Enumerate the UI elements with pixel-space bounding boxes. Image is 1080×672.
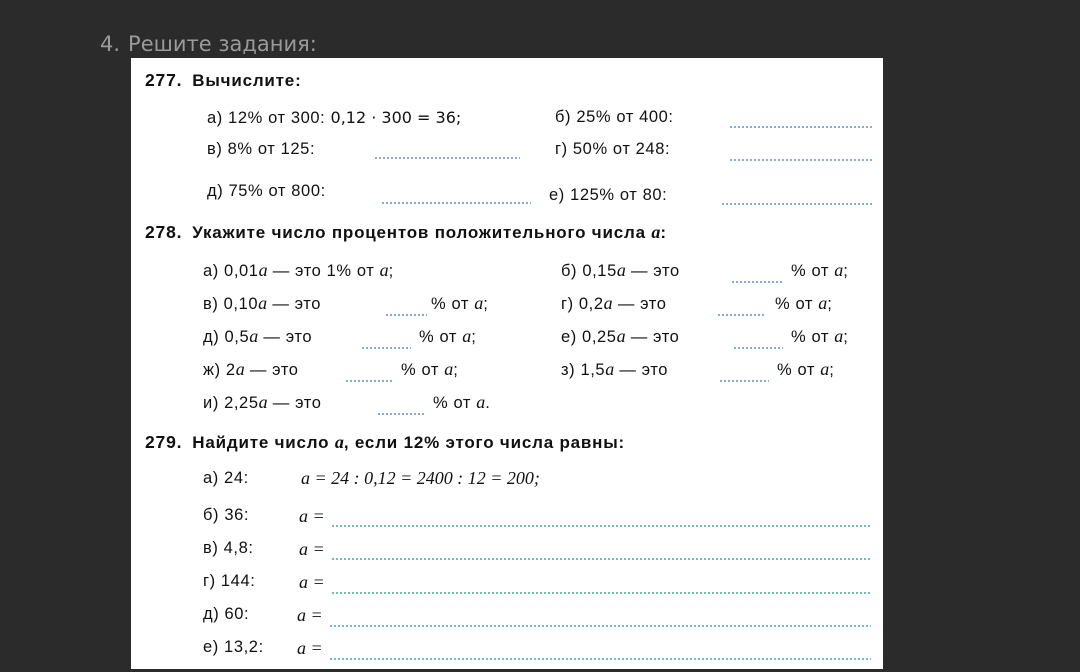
problem-278-number: 278. — [145, 222, 183, 242]
p277-item-b: б) 25% от 400: — [555, 108, 674, 126]
p279-item-g-blank — [331, 592, 871, 594]
p278-item-i-blank — [377, 413, 425, 415]
punctuation: . — [485, 394, 491, 412]
p278-item-d-text: — это — [258, 328, 313, 346]
percent-of: % от — [431, 295, 470, 313]
task-title: Решите задания: — [128, 32, 317, 56]
problem-278-title: Укажите число процентов положительного числа — [192, 223, 646, 242]
variable-a: a — [834, 326, 844, 346]
percent-of: % от — [777, 361, 816, 379]
task-header — [100, 32, 317, 56]
variable-a: a — [834, 260, 844, 280]
p277-item-e: е) 125% от 80: — [549, 186, 668, 204]
p278-item-g-label: г) 0,2 — [561, 295, 604, 313]
variable-a: a — [603, 293, 613, 313]
p278-item-v-suffix — [431, 293, 488, 314]
p278-item-e-text: — это — [625, 328, 680, 346]
variable-a: a — [820, 359, 830, 379]
p277-item-g-blank — [729, 159, 873, 161]
p279-item-v-blank — [331, 558, 871, 560]
p278-item-b — [561, 260, 680, 281]
punctuation: ; — [843, 328, 849, 346]
p278-item-i-text: — это — [267, 394, 322, 412]
p279-item-e-label: е) 13,2: — [203, 638, 264, 656]
percent-of: % от — [791, 262, 830, 280]
p278-item-z-text: — это — [614, 361, 669, 379]
p278-item-g — [561, 293, 667, 314]
problem-279-title-start: Найдите число — [192, 433, 330, 452]
task-number: 4. — [100, 32, 121, 56]
p278-item-b-suffix — [791, 260, 848, 281]
p278-item-zh-label: ж) 2 — [203, 361, 236, 379]
problem-277-number: 277. — [145, 70, 183, 90]
p278-item-zh-suffix — [401, 359, 458, 380]
p278-item-d — [203, 326, 312, 347]
p278-item-v — [203, 293, 321, 314]
p279-item-e-eq: a = — [297, 638, 323, 658]
p279-item-v-label: в) 4,8: — [203, 539, 254, 557]
p277-item-v: в) 8% от 125: — [207, 140, 316, 158]
punctuation: ; — [843, 262, 849, 280]
problem-279-number: 279. — [145, 432, 183, 452]
percent-of: % от — [401, 361, 440, 379]
p279-item-a-label: а) 24: — [203, 469, 249, 487]
p279-item-g-eq: a = — [299, 572, 325, 592]
p279-item-a-answer: a = 24 : 0,12 = 2400 : 12 = 200; — [301, 468, 540, 488]
problem-278-heading — [145, 222, 667, 243]
p278-item-g-text: — это — [612, 295, 667, 313]
p278-item-e-suffix — [791, 326, 848, 347]
problem-277-title: Вычислите: — [192, 71, 302, 90]
p279-item-v-eq: a = — [299, 539, 325, 559]
p278-item-z — [561, 359, 668, 380]
p279-item-b-eq: a = — [299, 506, 325, 526]
variable-a: a — [258, 392, 268, 412]
p279-item-g-label: г) 144: — [203, 572, 256, 590]
punctuation: ; — [829, 361, 835, 379]
variable-a: a — [258, 293, 268, 313]
p279-item-d-label: д) 60: — [203, 605, 250, 623]
percent-of: % от — [775, 295, 814, 313]
variable-a: a — [474, 293, 484, 313]
variable-a: a — [616, 260, 626, 280]
p278-item-d-blank — [361, 347, 411, 349]
variable-a: a — [605, 359, 615, 379]
p278-item-z-suffix — [777, 359, 834, 380]
p278-item-zh-blank — [345, 380, 393, 382]
percent-of: % от — [433, 394, 472, 412]
p278-item-b-blank — [731, 281, 783, 283]
variable-a: a — [444, 359, 454, 379]
punctuation: ; — [453, 361, 459, 379]
p277-item-a — [207, 108, 461, 128]
p278-item-i-suffix — [433, 392, 490, 413]
p277-item-b-blank — [729, 126, 873, 128]
variable-a: a — [462, 326, 472, 346]
variable-a: a — [249, 326, 259, 346]
percent-of: % от — [419, 328, 458, 346]
p277-item-e-blank — [721, 203, 873, 205]
p278-item-v-text: — это — [267, 295, 322, 313]
p277-item-a-label: а) 12% от 300: — [207, 109, 326, 127]
worksheet-image — [131, 58, 883, 669]
percent-of: % от — [791, 328, 830, 346]
p278-item-e-label: е) 0,25 — [561, 328, 617, 346]
punctuation: ; — [388, 262, 394, 280]
problem-279-heading — [145, 432, 625, 453]
variable-a: a — [818, 293, 828, 313]
p279-item-b-label: б) 36: — [203, 506, 250, 524]
p278-item-a-label: а) 0,01 — [203, 262, 259, 280]
p277-item-v-blank — [374, 157, 520, 159]
punctuation: ; — [471, 328, 477, 346]
p278-item-b-label: б) 0,15 — [561, 262, 617, 280]
p279-item-d-eq: a = — [297, 605, 323, 625]
p278-item-g-suffix — [775, 293, 832, 314]
punctuation: ; — [483, 295, 489, 313]
p277-item-d-blank — [381, 202, 531, 204]
problem-277-heading — [145, 70, 302, 91]
p278-item-a-text: — это 1% от — [267, 262, 380, 280]
p277-item-d: д) 75% от 800: — [207, 182, 326, 200]
p278-item-g-blank — [717, 314, 765, 316]
p279-item-e-blank — [329, 658, 871, 660]
p278-item-d-suffix — [419, 326, 476, 347]
problem-278-colon: : — [660, 223, 667, 242]
p278-item-zh — [203, 359, 299, 380]
variable-a: a — [235, 359, 245, 379]
problem-279-title-end: , если 12% этого числа равны: — [343, 433, 626, 452]
problem-279-variable: a — [334, 432, 344, 452]
p277-item-g: г) 50% от 248: — [555, 140, 671, 158]
p278-item-i — [203, 392, 321, 413]
variable-a: a — [476, 392, 486, 412]
variable-a: a — [379, 260, 389, 280]
problem-278-variable: a — [651, 222, 661, 242]
p278-item-i-label: и) 2,25 — [203, 394, 259, 412]
p277-item-a-answer: 0,12 · 300 = 36; — [330, 108, 462, 127]
p278-item-v-blank — [385, 314, 427, 316]
p279-item-b-blank — [331, 525, 871, 527]
variable-a: a — [616, 326, 626, 346]
punctuation: ; — [827, 295, 833, 313]
p278-item-v-label: в) 0,10 — [203, 295, 259, 313]
p278-item-d-label: д) 0,5 — [203, 328, 250, 346]
p278-item-z-label: з) 1,5 — [561, 361, 606, 379]
p279-item-d-blank — [329, 625, 871, 627]
p278-item-e-blank — [733, 347, 783, 349]
p278-item-e — [561, 326, 679, 347]
p278-item-a — [203, 260, 394, 281]
p278-item-zh-text: — это — [244, 361, 299, 379]
p278-item-z-blank — [719, 380, 769, 382]
variable-a: a — [258, 260, 268, 280]
p278-item-b-text: — это — [625, 262, 680, 280]
